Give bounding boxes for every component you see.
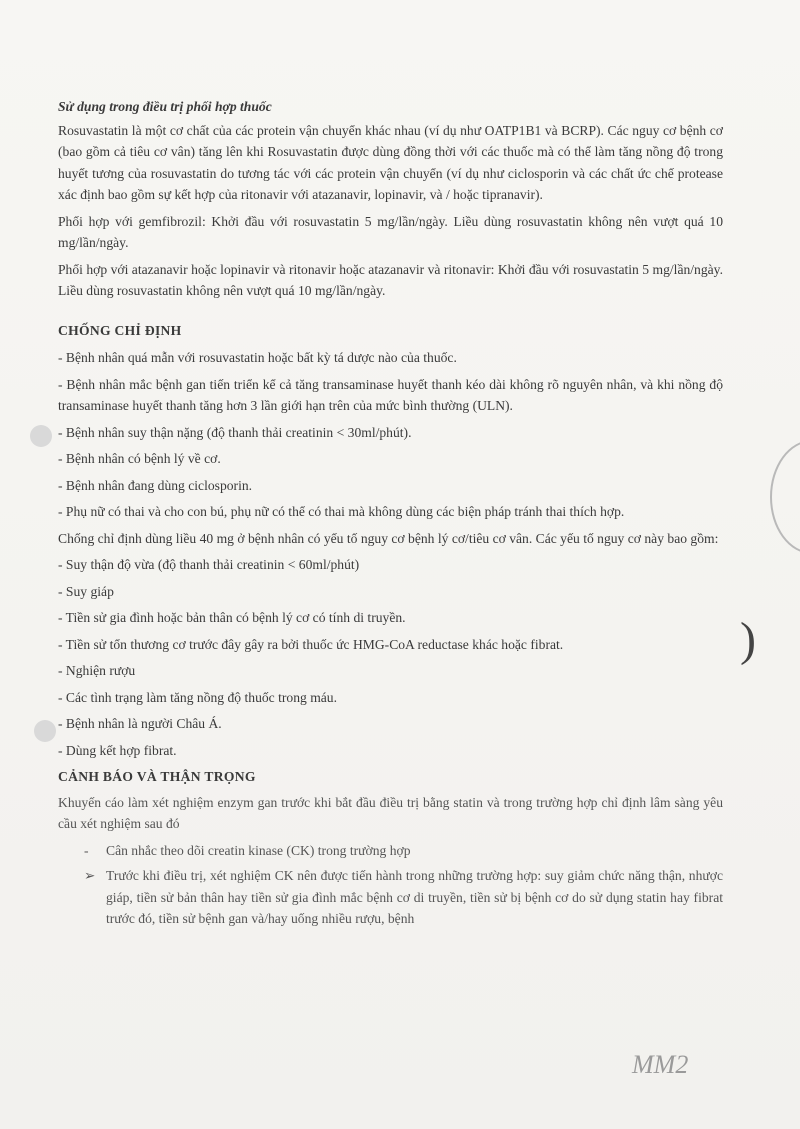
dose40-intro: Chống chỉ định dùng liều 40 mg ở bệnh nhân có yếu tố nguy cơ bệnh lý cơ/tiêu cơ vân. Các yếu tố nguy cơ này bao gồm:	[58, 530, 719, 546]
risk-factor: - Suy thận độ vừa (độ thanh thải creatinin < 60ml/phút)	[58, 557, 360, 572]
warnings-intro: Khuyến cáo làm xét nghiệm enzym gan trước khi bắt đầu điều trị bằng statin và trong trường hợp chỉ định lâm sàng yêu cầu xét nghiệm sau đó	[58, 794, 723, 831]
combo-paragraph-3: Phối hợp với atazanavir hoặc lopinavir và ritonavir hoặc atazanavir và ritonavir: Khởi đầu với rosuvastatin 5 mg/lần/ngày. Liều dùng rosuvastatin không nên vượt quá 10 mg/lần/ngày.	[58, 261, 723, 298]
handwritten-signature: MM2	[632, 1050, 689, 1079]
risk-factor: - Nghiện rượu	[58, 663, 136, 678]
arrow-marker-icon: ➢	[84, 868, 96, 883]
risk-factor: - Bệnh nhân là người Châu Á.	[58, 716, 222, 731]
punch-hole-top	[30, 425, 52, 447]
stamp-edge	[770, 440, 800, 554]
document-body	[58, 96, 723, 934]
risk-factor: - Tiền sử tổn thương cơ trước đây gây ra bởi thuốc ức HMG-CoA reductase khác hoặc fibrat.	[58, 636, 564, 652]
contra-item: - Bệnh nhân có bệnh lý về cơ.	[58, 451, 221, 466]
combo-paragraph-1: Rosuvastatin là một cơ chất của các protein vận chuyển khác nhau (ví dụ như OATP1B1 và BCRP). Các nguy cơ bệnh cơ (bao gồm cả tiêu cơ vân) tăng lên khi Rosuvastatin được dùng đồng thời với các thuốc mà có thể làm tăng nồng độ trong huyết tương của rosuvastatin do tương tác với các protein vận chuyển (ví dụ như ciclosporin và các chất ức chế protease xác định bao gồm sự kết hợp của ritonavir với atazanavir, lopinavir, và / hoặc tipranavir).	[58, 122, 723, 202]
warnings-heading: CẢNH BÁO VÀ THẬN TRỌNG	[58, 769, 256, 784]
contra-item: - Bệnh nhân quá mẫn với rosuvastatin hoặc bất kỳ tá dược nào của thuốc.	[58, 350, 457, 365]
risk-factor: - Suy giáp	[58, 583, 114, 599]
contra-item: - Phụ nữ có thai và cho con bú, phụ nữ có thể có thai mà không dùng các biện pháp tránh thai thích hợp.	[58, 504, 625, 519]
combo-paragraph-2: Phối hợp với gemfibrozil: Khởi đầu với rosuvastatin 5 mg/lần/ngày. Liều dùng rosuvastatin không nên vượt quá 10 mg/lần/ngày.	[58, 213, 723, 250]
risk-factor: - Dùng kết hợp fibrat.	[58, 742, 177, 758]
combo-title: Sử dụng trong điều trị phối hợp thuốc	[58, 99, 272, 114]
risk-factor: - Tiền sử gia đình hoặc bản thân có bệnh lý cơ có tính di truyền.	[58, 610, 406, 625]
contraindications-heading: CHỐNG CHỈ ĐỊNH	[58, 322, 182, 338]
warnings-sub-item	[58, 840, 723, 862]
contra-item: - Bệnh nhân mắc bệnh gan tiến triển kể cả tăng transaminase huyết thanh kéo dài không rõ nguyên nhân, và khi nồng độ transaminase huyết thanh tăng hơn 3 lần giới hạn trên của mức bình thường (ULN).	[58, 376, 723, 413]
warnings-sub-text: Cân nhắc theo dõi creatin kinase (CK) trong trường hợp	[106, 842, 411, 858]
margin-bracket: )	[740, 613, 756, 666]
punch-hole-bottom	[34, 720, 56, 742]
contra-item: - Bệnh nhân đang dùng ciclosporin.	[58, 477, 253, 493]
dash-marker: -	[84, 842, 89, 858]
warnings-sub-text: Trước khi điều trị, xét nghiệm CK nên được tiến hành trong những trường hợp: suy giảm chức năng thận, nhược giáp, tiền sử bản thân hay tiền sử gia đình mắc bệnh cơ di truyền, tiền sử bị bệnh cơ do sử dụng statin hay fibrat trước đó, tiền sử bệnh gan và/hay uống nhiều rượu, bệnh	[106, 868, 723, 926]
risk-factor: - Các tình trạng làm tăng nồng độ thuốc trong máu.	[58, 689, 337, 705]
contra-item: - Bệnh nhân suy thận nặng (độ thanh thải creatinin < 30ml/phút).	[58, 424, 412, 440]
warnings-sub-item	[58, 865, 723, 930]
